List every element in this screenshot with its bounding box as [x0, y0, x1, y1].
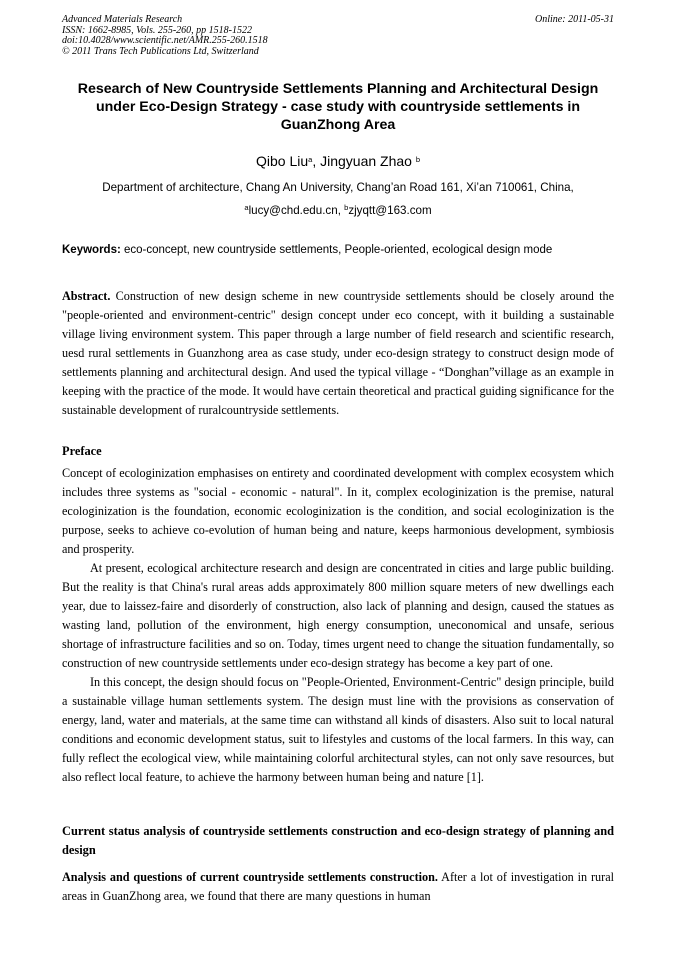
abstract-text: Construction of new design scheme in new countryside settlements should be closely around the "people-oriented and environment-centric" design concept under eco concept, with it building a sustainable village living environment system. This paper through a large number of field research and scientific research, uesd rural settlements in Guanzhong area as case study, under eco-design strategy to construct design mode of settlements planning and architectural design. And used the typical village - “Donghan”village as an example in keeping with the practice of the mode. It would have certain theoretical and practical guiding significance for the sustainable development of ruralcountryside settlements. — [62, 289, 614, 417]
keywords — [62, 243, 622, 257]
online-date: Online: 2011-05-31 — [535, 14, 614, 25]
email-mark: a — [244, 203, 249, 212]
preface-body — [62, 464, 614, 787]
preface-heading: Preface — [62, 444, 102, 458]
journal-name: Advanced Materials Research — [62, 14, 183, 25]
affiliation-mark: b — [415, 155, 420, 164]
paragraph: At present, ecological architecture research and design are concentrated in cities and large public building. But the reality is that China's rural areas adds approximately 800 million square meters of new dwellings each year, due to laissez-faire and disorderly of construction, also lack of planning and design, caused the statues as wasting land, pollution of the environment, high energy consumption, uneconomical and unsafe, serious shortage of infrastructure facilities and so on. Today, times urgent need to change the situation fundamentally, so construction of new countryside settlements under eco-design strategy has become a key part of one. — [62, 561, 614, 670]
author-name: Jingyuan Zhao — [320, 153, 412, 169]
affiliation-mark: a — [308, 155, 313, 164]
affiliation: Department of architecture, Chang An University, Chang’an Road 161, Xi’an 710061, China, — [102, 181, 574, 194]
doi-line: doi:10.4028/www.scientific.net/AMR.255-260.1518 — [62, 35, 268, 46]
paper-title: Research of New Countryside Settlements Planning and Architectural Design under Eco-Design Strategy - case study with countryside settlements in GuanZhong Area — [77, 81, 599, 133]
email-line — [62, 204, 614, 218]
email-separator: , — [337, 204, 345, 217]
subsection-text: After a lot of investigation in rural areas in GuanZhong area, we found that there are many questions in human — [62, 870, 614, 903]
subsection-paragraph — [62, 868, 614, 906]
abstract-label: Abstract. — [62, 289, 111, 303]
section-heading: Current status analysis of countryside settlements construction and eco-design strategy of planning and design — [62, 824, 614, 857]
journal-header — [62, 15, 614, 57]
keywords-label: Keywords: — [62, 244, 121, 256]
paragraph: In this concept, the design should focus on "People-Oriented, Environment-Centric" design principle, build a sustainable village human settlements system. The design must line with the provisions as conservation of energy, land, water and materials, at the same time can withstand all kinds of disasters. Also suit to local natural conditions and economic development status, suit to lifestyles and customs of the local farmers. In this way, can fully reflect the ecological view, while maintaining colorful architectural styles, can not only save resources, but also reflect local feature, to achieve the harmony between human being and nature [1]. — [62, 675, 614, 784]
issn-line: ISSN: 1662-8985, Vols. 255-260, pp 1518-1522 — [62, 24, 252, 36]
copyright-line: © 2011 Trans Tech Publications Ltd, Switzerland — [62, 45, 259, 57]
author-separator: , — [312, 153, 321, 169]
author-name: Qibo Liu — [255, 153, 309, 169]
paragraph: Concept of ecologinization emphasises on entirety and coordinated development with complex ecosystem which includes three systems as "social - economic - natural". In it, complex ecologinization is the premise, natural ecologinization is the foundation, economic ecologinization is the condition, and social ecologinization is the purpose, seeks to achieve co-evolution of human being and nature, keeps harmonious development, symbiosis and prosperity. — [62, 466, 614, 556]
abstract — [62, 287, 614, 420]
subsection-label: Analysis and questions of current countryside settlements construction. — [62, 870, 438, 884]
email-address: lucy@chd.edu.cn — [248, 204, 338, 217]
keywords-text: eco-concept, new countryside settlements, People-oriented, ecological design mode — [120, 244, 553, 256]
author-line — [62, 152, 614, 170]
email-mark: b — [344, 203, 349, 212]
email-address: zjyqtt@163.com — [348, 204, 432, 217]
